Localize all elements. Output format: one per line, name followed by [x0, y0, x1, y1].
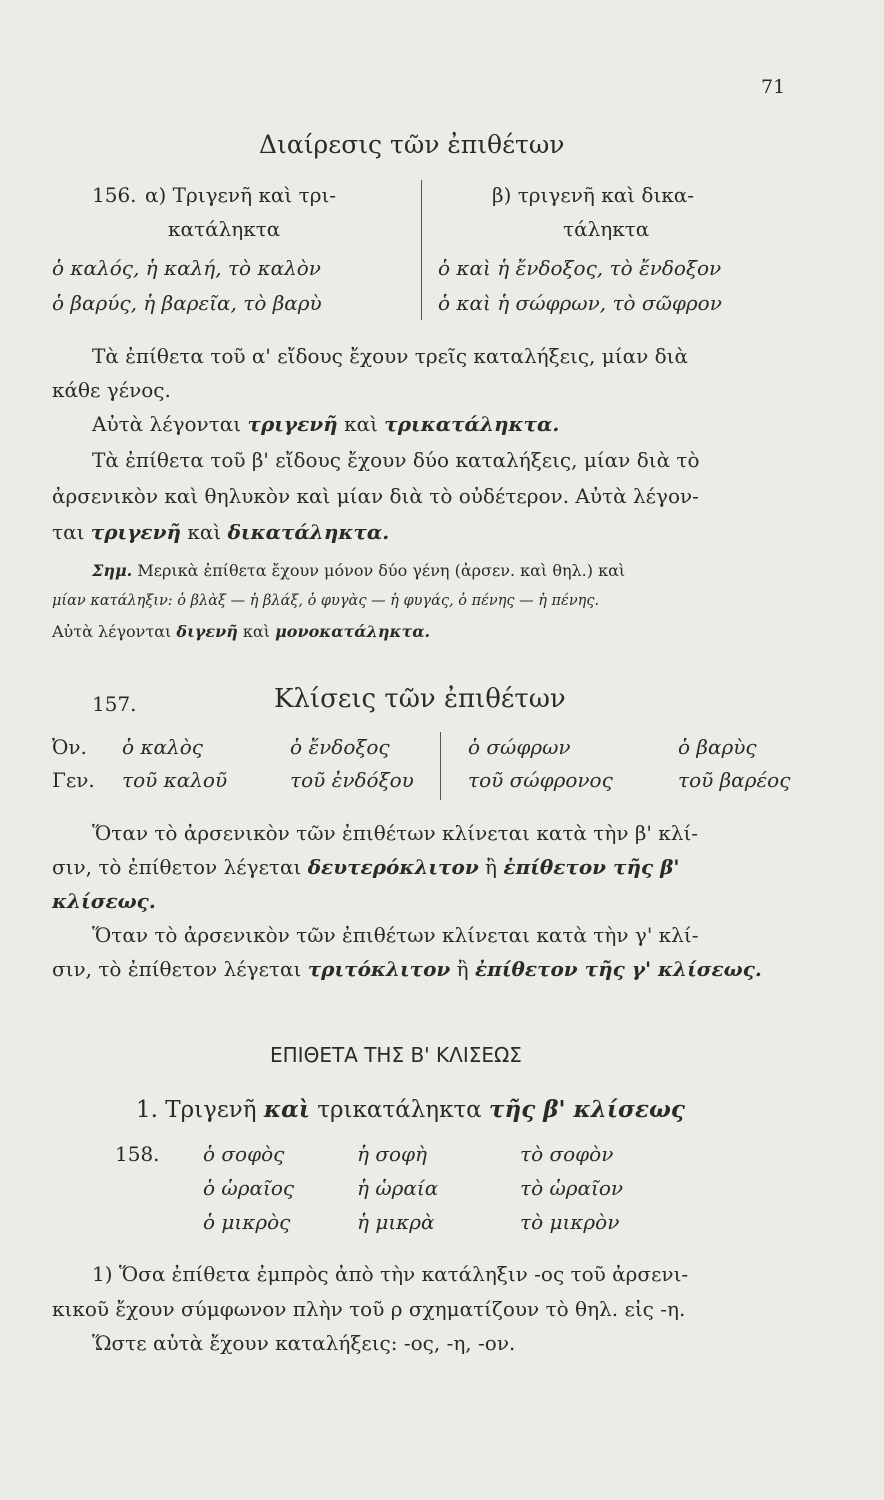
- text-run: σιν, τὸ ἐπίθετον λέγεται: [52, 957, 308, 981]
- adjective-form: ἡ μικρὰ: [357, 1210, 435, 1234]
- text-run: καὶ: [181, 520, 228, 544]
- column-b-row: ὁ καὶ ἡ σώφρων, τὸ σῶφρον: [438, 291, 722, 315]
- text-run: καὶ: [237, 622, 276, 641]
- footnote-text: κικοῦ ἔχουν σύμφωνον πλὴν τοῦ ρ σχηματίζουν τὸ θηλ. εἰς -η.: [52, 1297, 686, 1321]
- body-text: Τὰ ἐπίθετα τοῦ β' εἴδους ἔχουν δύο καταλήξεις, μίαν διὰ τὸ: [92, 448, 700, 472]
- term-kliseos: κλίσεως.: [52, 889, 156, 913]
- case-label-genitive: Γεν.: [52, 768, 95, 792]
- adjective-form: τὸ σοφὸν: [520, 1142, 614, 1166]
- term-tritoklito: τριτόκλιτον: [307, 957, 451, 981]
- body-text: [52, 855, 680, 879]
- column-b-row: ὁ καὶ ἡ ἔνδοξος, τὸ ἔνδοξον: [438, 256, 722, 280]
- text-run: τρικατάληκτα: [309, 1097, 490, 1123]
- text-run: Μερικὰ ἐπίθετα ἔχουν μόνον δύο γένη (ἀρσεν. καὶ θηλ.) καὶ: [132, 561, 626, 580]
- column-a-heading-cont: κατάληκτα: [168, 217, 281, 241]
- text-run: ται: [52, 520, 91, 544]
- column-a-heading: α) Τριγενῆ καὶ τρι-: [145, 183, 337, 207]
- text-run: καὶ: [263, 1096, 310, 1123]
- body-text: [52, 520, 389, 544]
- adjective-form: ὁ σοφὸς: [203, 1142, 285, 1166]
- text-run: τῆς β' κλίσεως: [489, 1096, 685, 1123]
- note-text: [92, 561, 625, 580]
- declension-form: τοῦ καλοῦ: [122, 768, 228, 792]
- adjective-form: τὸ ὡραῖον: [520, 1176, 624, 1200]
- term-trigeni: τριγενῆ: [247, 412, 338, 436]
- adjective-form: ἡ ὡραία: [357, 1176, 439, 1200]
- section-title: Διαίρεσις τῶν ἐπιθέτων: [259, 130, 565, 159]
- case-label-nominative: Ὀν.: [52, 735, 87, 759]
- section-heading: ΕΠΙΘΕΤΑ ΤΗΣ Β' ΚΛΙΣΕΩΣ: [270, 1043, 522, 1067]
- text-run: Αὐτὰ λέγονται: [52, 622, 177, 641]
- text-run: Τριγενῆ: [165, 1097, 264, 1123]
- term-epitheto-b: ἐπίθετον τῆς β': [503, 855, 680, 879]
- note-text: [52, 622, 430, 641]
- declension-divider: [440, 732, 441, 800]
- paragraph-number: 157.: [92, 692, 137, 716]
- declension-form: ὁ καλὸς: [122, 735, 203, 759]
- term-trikatalikta: τρικατάληκτα.: [384, 412, 560, 436]
- page-number: 71: [761, 76, 786, 98]
- adjective-form: τὸ μικρὸν: [520, 1210, 620, 1234]
- section-title: Κλίσεις τῶν ἐπιθέτων: [274, 684, 566, 714]
- column-b-heading: β) τριγενῆ καὶ δικα-: [492, 183, 695, 207]
- text-run: σιν, τὸ ἐπίθετον λέγεται: [52, 855, 308, 879]
- declension-form: τοῦ σώφρονος: [468, 768, 613, 792]
- footnote-text: 1) Ὅσα ἐπίθετα ἐμπρὸς ἀπὸ τὴν κατάληξιν -ος τοῦ ἀρσενι-: [92, 1262, 689, 1286]
- body-text: Ὅταν τὸ ἀρσενικὸν τῶν ἐπιθέτων κλίνεται κατὰ τὴν γ' κλί-: [92, 923, 699, 947]
- column-a-row: ὁ βαρύς, ἡ βαρεῖα, τὸ βαρὺ: [52, 291, 322, 315]
- adjective-form: ὁ μικρὸς: [203, 1210, 291, 1234]
- note-text: μίαν κατάληξιν: ὁ βλὰξ — ἡ βλάξ, ὁ φυγὰς — ἡ φυγάς, ὁ πένης — ἡ πένης.: [52, 593, 600, 609]
- note-label: Σημ.: [92, 561, 133, 580]
- term-digeni: διγενῆ: [176, 622, 238, 641]
- text-run: Αὐτὰ λέγονται: [92, 412, 248, 436]
- text-run: ἢ: [478, 855, 504, 879]
- term-dikatalikta: δικατάληκτα.: [227, 520, 390, 544]
- term-epitheto-g: ἐπίθετον τῆς γ' κλίσεως.: [475, 957, 762, 981]
- body-text: Τὰ ἐπίθετα τοῦ α' εἴδους ἔχουν τρεῖς καταλήξεις, μίαν διὰ: [92, 344, 689, 368]
- declension-form: τοῦ βαρέος: [678, 768, 791, 792]
- declension-form: ὁ ἔνδοξος: [290, 735, 390, 759]
- paragraph-number: 156.: [92, 183, 137, 207]
- body-text: Ὅταν τὸ ἀρσενικὸν τῶν ἐπιθέτων κλίνεται κατὰ τὴν β' κλί-: [92, 821, 699, 845]
- adjective-form: ἡ σοφὴ: [357, 1142, 428, 1166]
- footnote-text: Ὥστε αὐτὰ ἔχουν καταλήξεις: -ος, -η, -ον.: [92, 1331, 516, 1355]
- declension-form: ὁ σώφρων: [468, 735, 571, 759]
- body-text: [92, 412, 559, 436]
- column-b-heading-cont: τάληκτα: [563, 217, 650, 241]
- term-monokatalikta: μονοκατάληκτα.: [275, 622, 431, 641]
- body-text: ἀρσενικὸν καὶ θηλυκὸν καὶ μίαν διὰ τὸ οὐδέτερον. Αὐτὰ λέγον-: [52, 484, 699, 508]
- term-trigeni: τριγενῆ: [90, 520, 181, 544]
- column-a-row: ὁ καλός, ἡ καλή, τὸ καλὸν: [52, 256, 321, 280]
- adjective-form: ὁ ὡραῖος: [203, 1176, 295, 1200]
- text-run: καὶ: [337, 412, 385, 436]
- declension-form: τοῦ ἐνδόξου: [290, 768, 414, 792]
- body-text: [52, 957, 762, 981]
- column-divider: [421, 180, 422, 320]
- text-run: ἢ: [450, 957, 476, 981]
- subsection-number: 1.: [136, 1097, 158, 1123]
- subsection-title: [136, 1096, 685, 1123]
- term-deuteroklito: δευτερόκλιτον: [307, 855, 479, 879]
- declension-form: ὁ βαρὺς: [678, 735, 757, 759]
- body-text: κάθε γένος.: [52, 378, 171, 402]
- paragraph-number: 158.: [115, 1142, 160, 1166]
